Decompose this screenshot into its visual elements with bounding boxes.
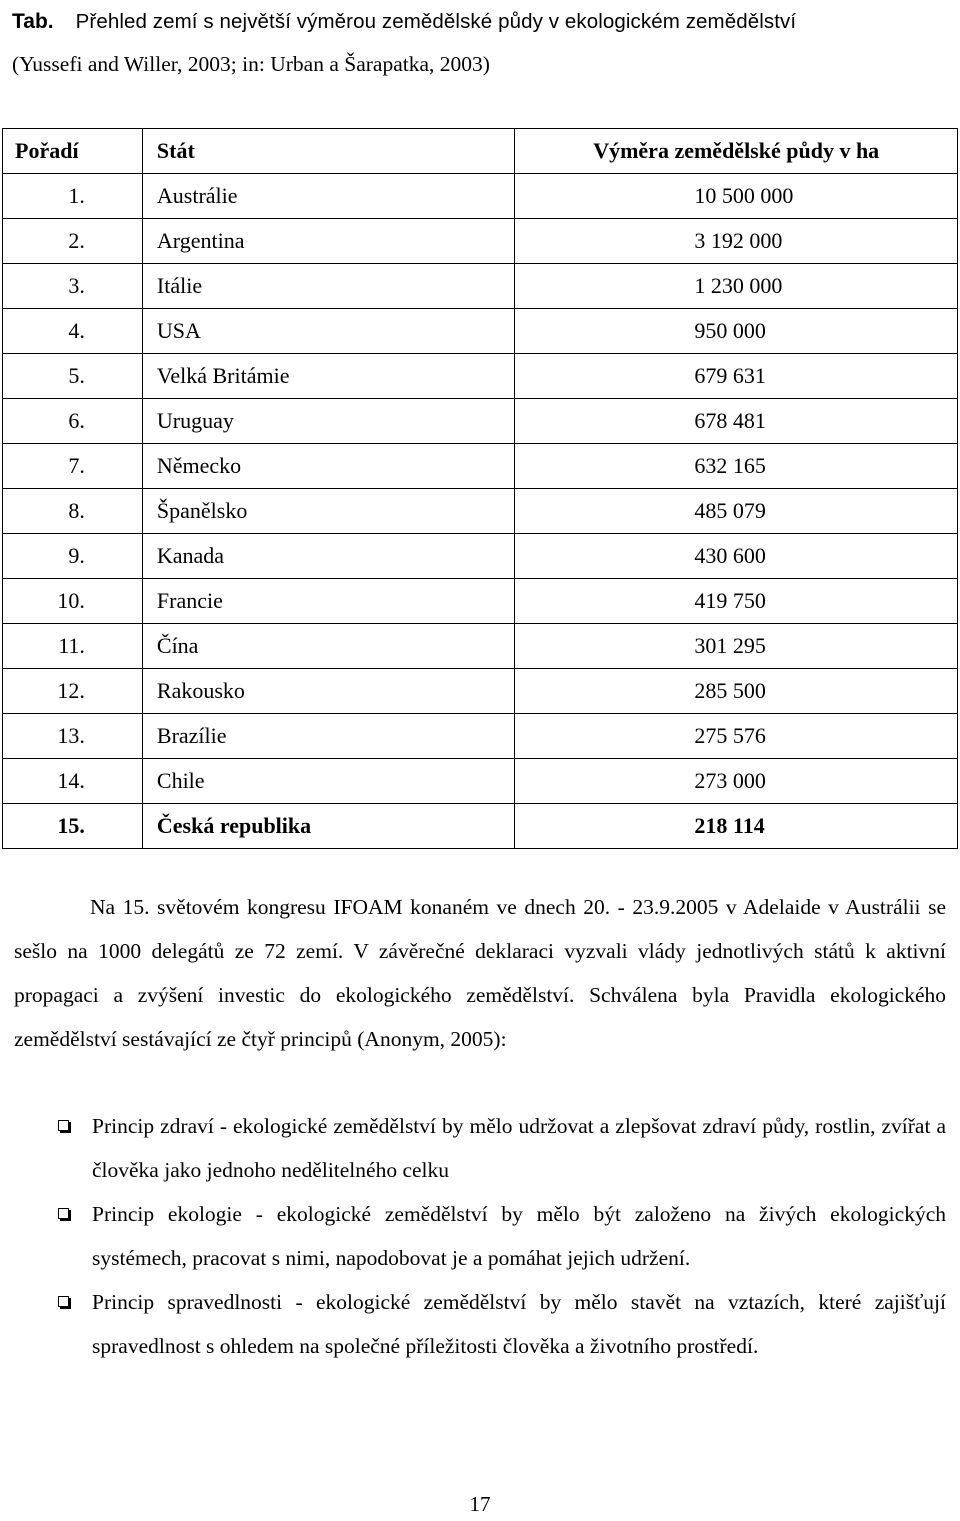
table-row: [3, 804, 958, 849]
checkbox-bullet-icon: [58, 1296, 69, 1307]
table-title: Přehled zemí s největší výměrou zemědělské půdy v ekologickém zemědělství: [75, 10, 797, 33]
rank-cell: 12.: [3, 669, 143, 714]
table-row: [3, 444, 958, 489]
rank-cell: 5.: [3, 354, 143, 399]
table-label: Tab.: [12, 10, 54, 33]
table-row: [3, 624, 958, 669]
state-cell: Itálie: [142, 264, 515, 309]
rank-cell: 13.: [3, 714, 143, 759]
state-cell: Uruguay: [142, 399, 515, 444]
table-source: (Yussefi and Willer, 2003; in: Urban a Šarapatka, 2003): [12, 52, 490, 76]
state-cell: Francie: [142, 579, 515, 624]
rank-cell: 6.: [3, 399, 143, 444]
header-area: Výměra zemědělské půdy v ha: [515, 129, 958, 174]
rank-cell: 1.: [3, 174, 143, 219]
area-cell: 3 192 000: [515, 219, 958, 264]
principle-text: Princip spravedlnosti - ekologické zemědělství by mělo stavět na vztazích, které zajišťují spravedlnost s ohledem na společné příležitosti člověka a životního prostředí.: [92, 1290, 946, 1358]
state-cell: Argentina: [142, 219, 515, 264]
area-cell: 10 500 000: [515, 174, 958, 219]
table-header-row: [3, 129, 958, 174]
table-row: [3, 399, 958, 444]
state-cell: Chile: [142, 759, 515, 804]
area-cell: 679 631: [515, 354, 958, 399]
rank-cell: 11.: [3, 624, 143, 669]
table-row: [3, 669, 958, 714]
area-cell: 632 165: [515, 444, 958, 489]
area-cell: 485 079: [515, 489, 958, 534]
area-cell: 275 576: [515, 714, 958, 759]
principle-text: Princip zdraví - ekologické zemědělství by mělo udržovat a zlepšovat zdraví půdy, rostlin, zvířat a člověka jako jednoho nedělitelného celku: [92, 1114, 946, 1182]
principle-text: Princip ekologie - ekologické zemědělství by mělo být založeno na živých ekologických systémech, pracovat s nimi, napodobovat je a pomáhat jejich udržení.: [92, 1202, 946, 1270]
list-item: [0, 1192, 946, 1280]
state-cell: Čína: [142, 624, 515, 669]
table-row: [3, 759, 958, 804]
area-cell: 419 750: [515, 579, 958, 624]
rank-cell: 15.: [3, 804, 143, 849]
area-cell: 218 114: [515, 804, 958, 849]
table-row: [3, 354, 958, 399]
principles-list: [0, 1104, 946, 1368]
page-number: 17: [469, 1492, 491, 1516]
organic-farmland-table: [2, 128, 958, 849]
state-cell: Německo: [142, 444, 515, 489]
header-state: Stát: [142, 129, 515, 174]
header-rank: Pořadí: [3, 129, 143, 174]
table-row: [3, 264, 958, 309]
table-row: [3, 714, 958, 759]
checkbox-bullet-icon: [58, 1120, 69, 1131]
table-row: [3, 579, 958, 624]
rank-cell: 2.: [3, 219, 143, 264]
rank-cell: 7.: [3, 444, 143, 489]
rank-cell: 14.: [3, 759, 143, 804]
body-paragraph: Na 15. světovém kongresu IFOAM konaném ve dnech 20. - 23.9.2005 v Adelaide v Austrálii se sešlo na 1000 delegátů ze 72 zemí. V závěrečné deklaraci vyzvali vlády jednotlivých států k aktivní propagaci a zvýšení investic do ekologického zemědělství. Schválena byla Pravidla ekologického zemědělství sestávající ze čtyř principů (Anonym, 2005):: [14, 895, 946, 1051]
table-row: [3, 489, 958, 534]
area-cell: 430 600: [515, 534, 958, 579]
state-cell: Austrálie: [142, 174, 515, 219]
state-cell: Brazílie: [142, 714, 515, 759]
rank-cell: 10.: [3, 579, 143, 624]
area-cell: 285 500: [515, 669, 958, 714]
state-cell: Velká Britámie: [142, 354, 515, 399]
checkbox-bullet-icon: [58, 1208, 69, 1219]
table-row: [3, 309, 958, 354]
state-cell: USA: [142, 309, 515, 354]
rank-cell: 3.: [3, 264, 143, 309]
table-body: [3, 174, 958, 849]
state-cell: Kanada: [142, 534, 515, 579]
table-row: [3, 174, 958, 219]
area-cell: 678 481: [515, 399, 958, 444]
rank-cell: 4.: [3, 309, 143, 354]
table-row: [3, 534, 958, 579]
area-cell: 1 230 000: [515, 264, 958, 309]
table-caption: [12, 0, 952, 85]
state-cell: Rakousko: [142, 669, 515, 714]
state-cell: Česká republika: [142, 804, 515, 849]
rank-cell: 9.: [3, 534, 143, 579]
rank-cell: 8.: [3, 489, 143, 534]
list-item: [0, 1280, 946, 1368]
area-cell: 273 000: [515, 759, 958, 804]
area-cell: 301 295: [515, 624, 958, 669]
list-item: [0, 1104, 946, 1192]
state-cell: Španělsko: [142, 489, 515, 534]
table-row: [3, 219, 958, 264]
area-cell: 950 000: [515, 309, 958, 354]
